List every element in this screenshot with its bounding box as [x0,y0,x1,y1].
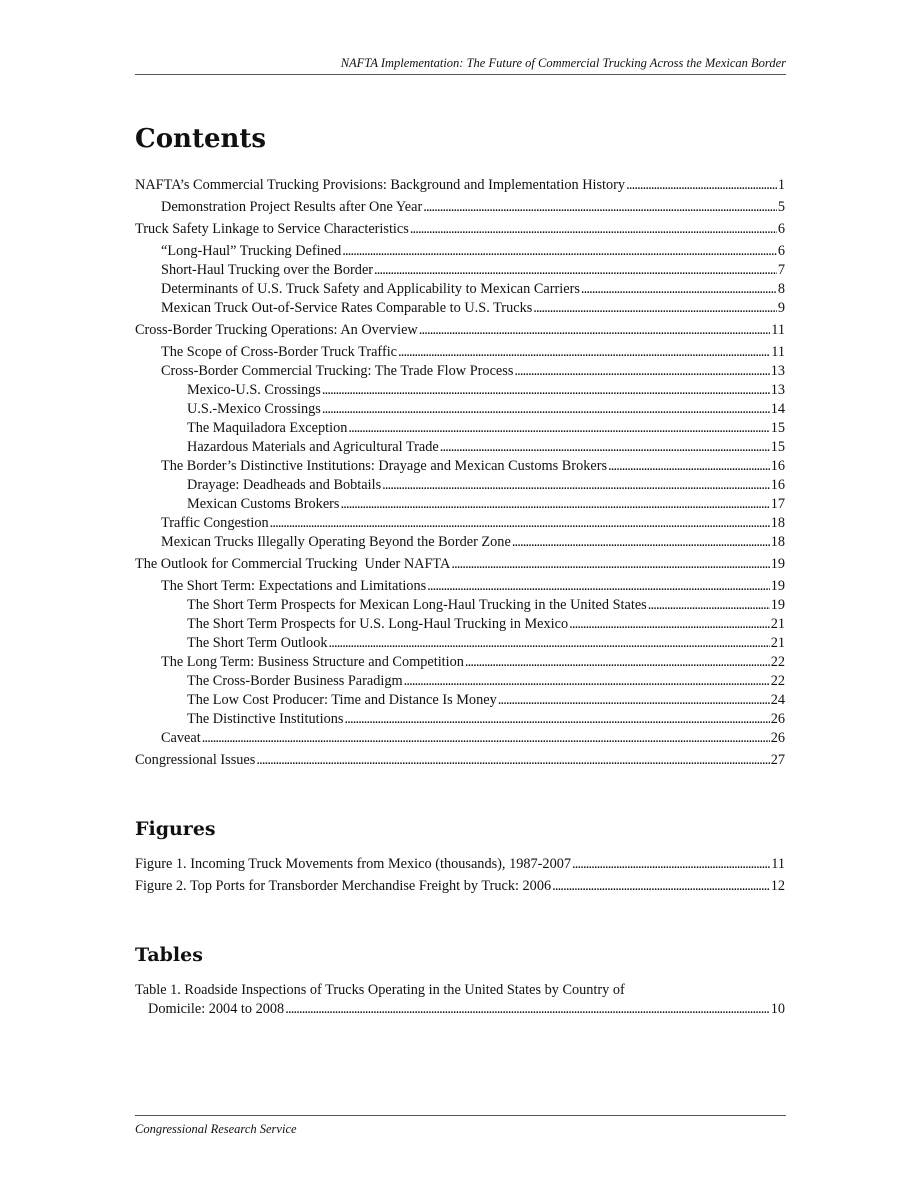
dot-leader [340,495,769,514]
toc-entry[interactable]: The Long Term: Business Structure and Competition . . . 22 [135,653,785,672]
toc-entry[interactable]: Congressional Issues . . . 27 [135,751,785,770]
dot-leader [348,419,769,438]
dot-leader [423,198,777,217]
table-entry-continuation: Domicile: 2004 to 2008 . . . 10 [135,1000,785,1019]
toc-entry[interactable]: NAFTA’s Commercial Trucking Provisions: Background and Implementation History . . . 1 [135,176,785,195]
dot-leader [256,751,769,770]
toc-entry[interactable]: The Low Cost Producer: Time and Distance Is Money . . . 24 [135,691,785,710]
page-number: 13 [770,363,785,379]
page-number: 22 [770,654,785,670]
toc-entry[interactable]: Mexican Trucks Illegally Operating Beyond the Border Zone . . . 18 [135,533,785,552]
toc-entry[interactable]: Mexican Truck Out-of-Service Rates Comparable to U.S. Trucks . . . 9 [135,299,785,318]
toc-entry[interactable]: Hazardous Materials and Agricultural Trade . . . 15 [135,438,785,457]
toc-entry[interactable]: The Short Term: Expectations and Limitations . . . 19 [135,577,785,596]
dot-leader [569,615,770,634]
toc-entry[interactable]: Caveat . . . 26 [135,729,785,748]
page-number: 1 [777,177,785,193]
toc-entry[interactable]: Cross-Border Commercial Trucking: The Trade Flow Process . . . 13 [135,362,785,381]
toc-entry[interactable]: Mexican Customs Brokers . . . 17 [135,495,785,514]
page-number: 10 [770,1001,785,1017]
contents-list [135,176,785,770]
figures-list [135,855,785,896]
page-number: 26 [770,711,785,727]
dot-leader [344,710,769,729]
dot-leader [572,855,770,874]
page-number: 24 [770,692,785,708]
toc-entry[interactable]: The Distinctive Institutions . . . 26 [135,710,785,729]
page-number: 17 [770,496,785,512]
toc-entry[interactable]: The Short Term Prospects for Mexican Long-Haul Trucking in the United States . . . 19 [135,596,785,615]
dot-leader [626,176,777,195]
page-number: 27 [770,752,785,768]
dot-leader [342,242,777,261]
page-number: 12 [770,878,785,894]
toc-entry[interactable]: The Short Term Prospects for U.S. Long-Haul Trucking in Mexico . . . 21 [135,615,785,634]
page-number: 11 [771,856,785,872]
page-number: 15 [770,439,785,455]
running-header: NAFTA Implementation: The Future of Commercial Trucking Across the Mexican Border [135,56,786,75]
dot-leader [512,533,770,552]
page-number: 21 [770,616,785,632]
tables-heading: Tables [135,944,203,966]
dot-leader [552,877,770,896]
dot-leader [285,1000,769,1019]
dot-leader [270,514,770,533]
page-number: 19 [770,597,785,613]
page-number: 19 [770,578,785,594]
page-number: 16 [770,477,785,493]
page-number: 6 [777,243,785,259]
dot-leader [498,691,770,710]
page-number: 6 [777,221,785,237]
toc-entry[interactable]: “Long-Haul” Trucking Defined . . . 6 [135,242,785,261]
page-number: 18 [770,515,785,531]
toc-entry[interactable]: The Short Term Outlook . . . 21 [135,634,785,653]
page-number: 8 [777,281,785,297]
page-number: 15 [770,420,785,436]
toc-entry[interactable]: Mexico-U.S. Crossings . . . 13 [135,381,785,400]
toc-entry[interactable]: Drayage: Deadheads and Bobtails . . . 16 [135,476,785,495]
tables-list [135,981,785,1019]
dot-leader [648,596,770,615]
page-number: 21 [770,635,785,651]
toc-entry[interactable]: U.S.-Mexico Crossings . . . 14 [135,400,785,419]
dot-leader [374,261,777,280]
dot-leader [465,653,770,672]
table-entry[interactable] [135,981,785,1019]
page-number: 18 [770,534,785,550]
toc-entry[interactable]: The Border’s Distinctive Institutions: Drayage and Mexican Customs Brokers . . . 16 [135,457,785,476]
toc-entry[interactable]: Demonstration Project Results after One Year . . . 5 [135,198,785,217]
dot-leader [440,438,770,457]
dot-leader [398,343,770,362]
running-footer: Congressional Research Service [135,1115,786,1137]
dot-leader [410,220,777,239]
page-number: 26 [770,730,785,746]
page-number: 5 [777,199,785,215]
figure-entry[interactable]: Figure 2. Top Ports for Transborder Merchandise Freight by Truck: 2006 . . . 12 [135,877,785,896]
dot-leader [427,577,770,596]
page-number: 11 [771,322,785,338]
dot-leader [322,400,770,419]
page-number: 11 [771,344,785,360]
dot-leader [404,672,770,691]
toc-entry[interactable]: Truck Safety Linkage to Service Characteristics . . . 6 [135,220,785,239]
table-entry-title: Table 1. Roadside Inspections of Trucks Operating in the United States by Country of [135,982,625,998]
page-number: 16 [770,458,785,474]
contents-heading: Contents [135,124,267,154]
toc-entry[interactable]: Traffic Congestion . . . 18 [135,514,785,533]
dot-leader [202,729,770,748]
dot-leader [382,476,770,495]
dot-leader [608,457,770,476]
dot-leader [419,321,770,340]
figure-entry[interactable]: Figure 1. Incoming Truck Movements from Mexico (thousands), 1987-2007 . . . 11 [135,855,785,874]
dot-leader [514,362,769,381]
dot-leader [451,555,769,574]
toc-entry[interactable]: Short-Haul Trucking over the Border . . . 7 [135,261,785,280]
toc-entry[interactable]: The Outlook for Commercial Trucking Under NAFTA . . . 19 [135,555,785,574]
figures-heading: Figures [135,818,216,840]
page-number: 9 [777,300,785,316]
page-number: 7 [777,262,785,278]
page-number: 22 [770,673,785,689]
page-number: 19 [770,556,785,572]
toc-entry[interactable]: Cross-Border Trucking Operations: An Overview . . . 11 [135,321,785,340]
dot-leader [581,280,777,299]
page-number: 14 [770,401,785,417]
page-number: 13 [770,382,785,398]
toc-entry[interactable]: The Maquiladora Exception . . . 15 [135,419,785,438]
toc-entry[interactable]: The Cross-Border Business Paradigm . . . 22 [135,672,785,691]
toc-entry[interactable]: The Scope of Cross-Border Truck Traffic . . . 11 [135,343,785,362]
dot-leader [533,299,777,318]
dot-leader [329,634,770,653]
toc-entry[interactable]: Determinants of U.S. Truck Safety and Applicability to Mexican Carriers . . . 8 [135,280,785,299]
dot-leader [322,381,770,400]
